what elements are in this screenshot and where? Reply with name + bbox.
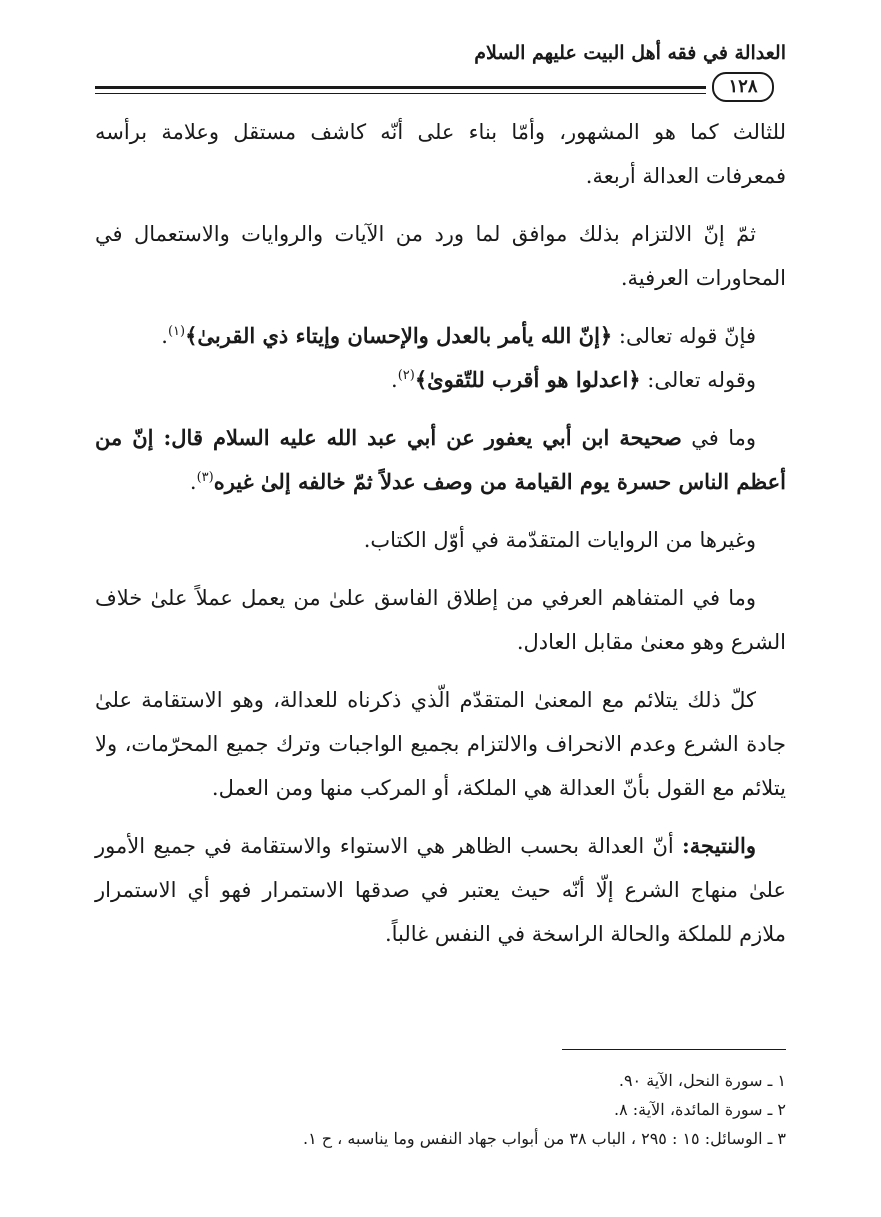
paragraph-7 (95, 576, 786, 664)
paragraph-1-text: للثالث كما هو المشهور، وأمّا بناء على أنّه كاشف مستقل وعلامة برأسه فمعرفات العدالة أربعة. (95, 120, 786, 188)
paragraph-4: وقوله تعالى: ﴿اعدلوا هو أقرب للتّقوىٰ﴾$^{(٢)}$. (391, 367, 756, 392)
page-number: ١٢٨ (712, 72, 774, 102)
page-header (0, 0, 881, 110)
body-text (95, 110, 786, 970)
hadith-quote: صحيحة ابن أبي يعفور عن أبي عبد الله عليه السلام قال: إنّ من أعظم الناس حسرة يوم القيامة من وصف عدلاً ثمّ خالفه إلىٰ غيره (95, 425, 786, 494)
paragraph-8 (95, 678, 786, 810)
footnote-ref-3: (٣) (196, 470, 214, 485)
running-title: العدالة في فقه أهل البيت عليهم السلام (474, 42, 786, 64)
paragraph-9-text: أنّ العدالة بحسب الظاهر هي الاستواء والاستقامة في جميع الأمور علىٰ منهاج الشرع إلّا أنّه حيث يعتبر في صدقها الاستمرار فهو أي الاستمرار ملازم للملكة والحالة الراسخة في النفس غالباً. (95, 834, 786, 946)
footnote-1: ١ ـ سورة النحل، الآية ٩٠. (618, 1071, 786, 1090)
conclusion-label: والنتيجة: (682, 833, 756, 858)
paragraph-4-lead: وقوله تعالى: (640, 368, 756, 392)
quran-quote-2: اعدلوا هو أقرب للتّقوىٰ (427, 367, 629, 392)
footnotes (95, 1066, 786, 1153)
paragraph-6-text: وغيرها من الروايات المتقدّمة في أوّل الكتاب. (363, 528, 756, 552)
paragraph-3: فإنّ قوله تعالى: ﴿إنّ الله يأمر بالعدل والإحسان وإيتاء ذي القربىٰ﴾$^{(١)}$. (161, 323, 756, 348)
footnote-separator (562, 1049, 786, 1050)
paragraph-5: وما في صحيحة ابن أبي يعفور عن أبي عبد الله عليه السلام قال: إنّ من أعظم الناس حسرة يوم القيامة من وصف عدلاً ثمّ خالفه إلىٰ غيره$^{(٣)}$. (95, 425, 786, 494)
paragraph-9 (95, 824, 786, 956)
footnote-2: ٢ ـ سورة المائدة، الآية: ٨. (613, 1100, 786, 1119)
footnote-3: ٣ ـ الوسائل: ١٥ : ٢٩٥ ، الباب ٣٨ من أبواب جهاد النفس وما يناسبه ، ح ١. (302, 1129, 786, 1148)
paragraph-8-text: كلّ ذلك يتلائم مع المعنىٰ المتقدّم الّذي ذكرناه للعدالة، وهو الاستقامة علىٰ جادة الشرع وعدم الانحراف والالتزام بجميع الواجبات وترك جميع المحرّمات، ولا يتلائم مع القول بأنّ العدالة هي الملكة، أو المركب منها ومن العمل. (95, 688, 786, 800)
paragraph-2-text: ثمّ إنّ الالتزام بذلك موافق لما ورد من الآيات والروايات والاستعمال في المحاورات العرفية. (95, 222, 786, 290)
header-rule-thick (95, 86, 786, 89)
quran-bracket-close: ﴾ (185, 323, 198, 348)
paragraph-2 (95, 212, 786, 300)
paragraph-1 (95, 110, 786, 198)
paragraph-5-lead: وما في (681, 426, 756, 450)
header-rule-thin (95, 93, 786, 94)
paragraph-7-text: وما في المتفاهم العرفي من إطلاق الفاسق علىٰ من يعمل عملاً علىٰ خلاف الشرع وهو معنىٰ مقابل العادل. (95, 586, 786, 654)
quran-bracket-close-2: ﴾ (414, 367, 428, 392)
page-number-frame (706, 70, 786, 104)
footnote-ref-1: (١) (167, 324, 186, 339)
quran-quote-1: إنّ الله يأمر بالعدل والإحسان وإيتاء ذي القربىٰ (197, 323, 600, 348)
quran-bracket-open: ﴿ (599, 323, 613, 348)
paragraph-3-lead: فإنّ قوله تعالى: (612, 324, 756, 348)
quran-bracket-open-2: ﴿ (628, 367, 641, 392)
footnote-ref-2: (٢) (397, 368, 415, 383)
paragraph-6 (95, 518, 786, 562)
